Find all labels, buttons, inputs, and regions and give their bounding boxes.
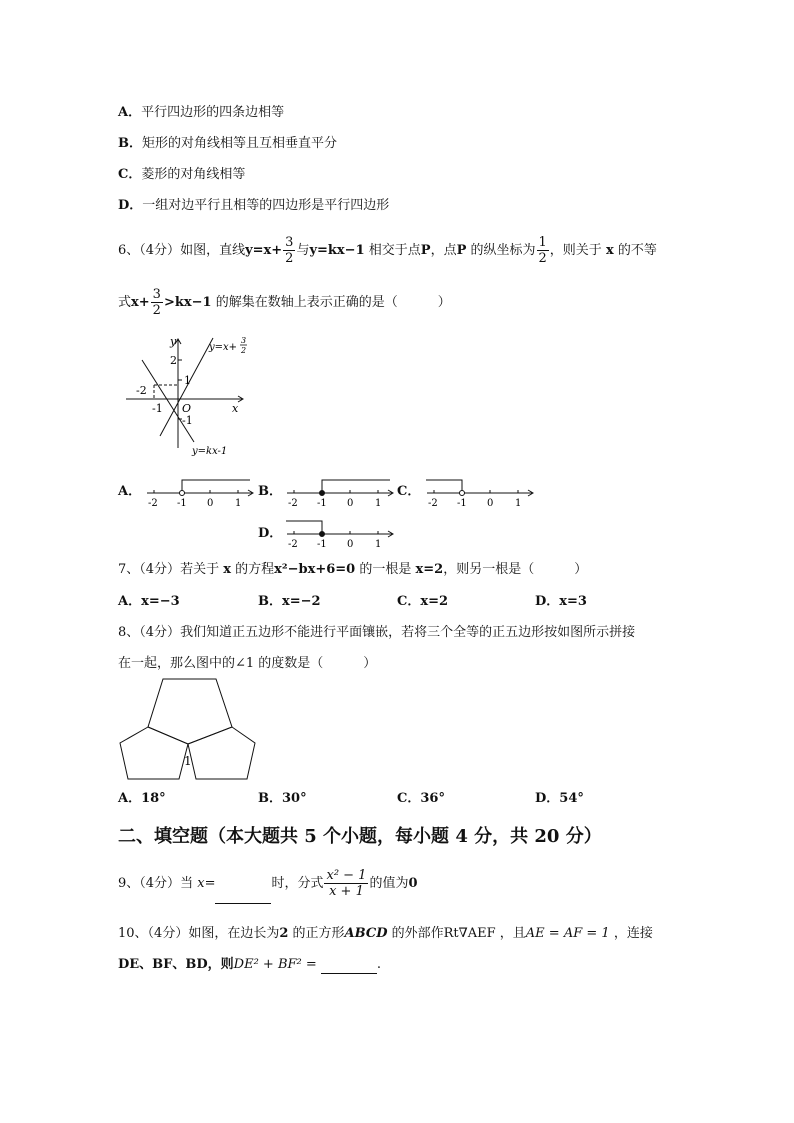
svg-text:0: 0	[207, 498, 214, 509]
q6-stem-line2: 式x+ $\frac{3}{2}$ >kx−1 的解集在数轴上表示正确的是（ ）	[118, 287, 451, 318]
svg-text:1: 1	[375, 539, 382, 550]
q6-stem-line1: 6、（4分）如图，直线y=x+ $\frac{3}{2}$ 与y=kx−1 相交于点P，点P 的纵坐标为 $\frac{1}{2}$ ，则关于 x 的不等	[118, 235, 657, 266]
q8-stem-line2: 在一起，那么图中的∠1 的度数是（ ）	[118, 656, 377, 671]
svg-text:-1: -1	[177, 498, 187, 509]
q5-option-b: B．矩形的对角线相等且互相垂直平分	[118, 136, 338, 151]
tick-2: 2	[170, 354, 177, 367]
tick-1: 1	[184, 374, 191, 387]
q6-option-c-label: C．	[397, 484, 421, 499]
q7-option-b: B．x=−2	[258, 594, 321, 609]
q10-stem-line2: DE、BF、BD，则DE² + BF² = .	[118, 957, 382, 972]
svg-text:-1: -1	[457, 498, 467, 509]
pentagon-right	[188, 727, 255, 779]
q8-option-b: B．30°	[258, 791, 307, 806]
q8-pentagons-figure	[115, 673, 260, 785]
svg-text:-2: -2	[288, 498, 298, 509]
q5-option-d: D．一组对边平行且相等的四边形是平行四边形	[118, 198, 390, 213]
svg-text:-2: -2	[288, 539, 298, 550]
tick-neg1-x: -1	[152, 402, 163, 415]
svg-text:-1: -1	[317, 539, 327, 550]
label-line-b: y=kx-1	[192, 446, 228, 457]
q7-stem: 7、（4分）若关于 x 的方程x²−bx+6=0 的一根是 x=2，则另一根是（ ）	[118, 562, 588, 577]
q7-option-a: A．x=−3	[118, 594, 180, 609]
svg-text:-2: -2	[148, 498, 158, 509]
svg-text:1: 1	[375, 498, 382, 509]
angle-1-label: 1	[184, 754, 192, 768]
q9-fraction: $\frac{\text{x² − 1}}{x + 1}$	[326, 868, 367, 899]
label-line-a-num: 3	[241, 336, 247, 345]
tick-neg1-y: -1	[182, 414, 193, 427]
x-axis-label: x	[232, 402, 239, 415]
tick-neg2: -2	[136, 384, 147, 397]
svg-text:-2: -2	[428, 498, 438, 509]
q8-option-a: A．18°	[118, 791, 166, 806]
svg-text:1: 1	[235, 498, 242, 509]
svg-text:0: 0	[347, 539, 354, 550]
q7-option-c: C．x=2	[397, 594, 449, 609]
y-axis-label: y	[170, 335, 177, 348]
pentagon-left	[120, 727, 188, 779]
svg-text:0: 0	[487, 498, 494, 509]
svg-text:1: 1	[515, 498, 522, 509]
q9-stem: 9、（4分）当 x= 时，分式 $\frac{\text{x² − 1}}{x + 1}$ 的值为0	[118, 864, 418, 904]
pentagon-top	[148, 679, 232, 744]
line-y-kx-minus-1	[142, 360, 194, 442]
q6-coordinate-graph	[120, 330, 260, 460]
q6-option-b-numberline	[282, 475, 397, 509]
q9-answer-blank	[215, 903, 271, 904]
q6-option-b-label: B．	[258, 484, 282, 499]
q8-option-c: C．36°	[397, 791, 445, 806]
q6-option-a-numberline	[142, 475, 257, 509]
svg-text:0: 0	[347, 498, 354, 509]
origin-label: O	[182, 402, 192, 415]
q10-answer-blank	[321, 973, 377, 974]
q6-frac-3-2: $\frac{3}{2}$	[285, 235, 294, 266]
q6-option-d-label: D．	[258, 526, 283, 541]
q6-frac-1-2: $\frac{1}{2}$	[538, 235, 547, 266]
q6-option-a-label: A．	[118, 484, 142, 499]
q8-stem-line1: 8、（4分）我们知道正五边形不能进行平面镶嵌，若将三个全等的正五边形按如图所示拼接	[118, 625, 636, 640]
label-line-a-den: 2	[241, 346, 247, 355]
q5-option-c: C．菱形的对角线相等	[118, 167, 246, 182]
label-line-a: y=x+	[209, 342, 238, 353]
q8-option-d: D．54°	[535, 791, 584, 806]
q7-option-d: D．x=3	[535, 594, 587, 609]
q6-option-d-numberline	[282, 516, 397, 550]
svg-text:-1: -1	[317, 498, 327, 509]
q6-frac-3-2-b: $\frac{3}{2}$	[152, 287, 161, 318]
q6-option-c-numberline	[422, 475, 537, 509]
section-2-heading: 二、填空题（本大题共 5 个小题，每小题 4 分，共 20 分）	[118, 826, 602, 847]
q5-option-a: A．平行四边形的四条边相等	[118, 105, 285, 120]
q10-stem-line1: 10、（4分）如图，在边长为2 的正方形ABCD 的外部作Rt∇AEF ，且AE = AF = 1 ，连接	[118, 926, 653, 941]
